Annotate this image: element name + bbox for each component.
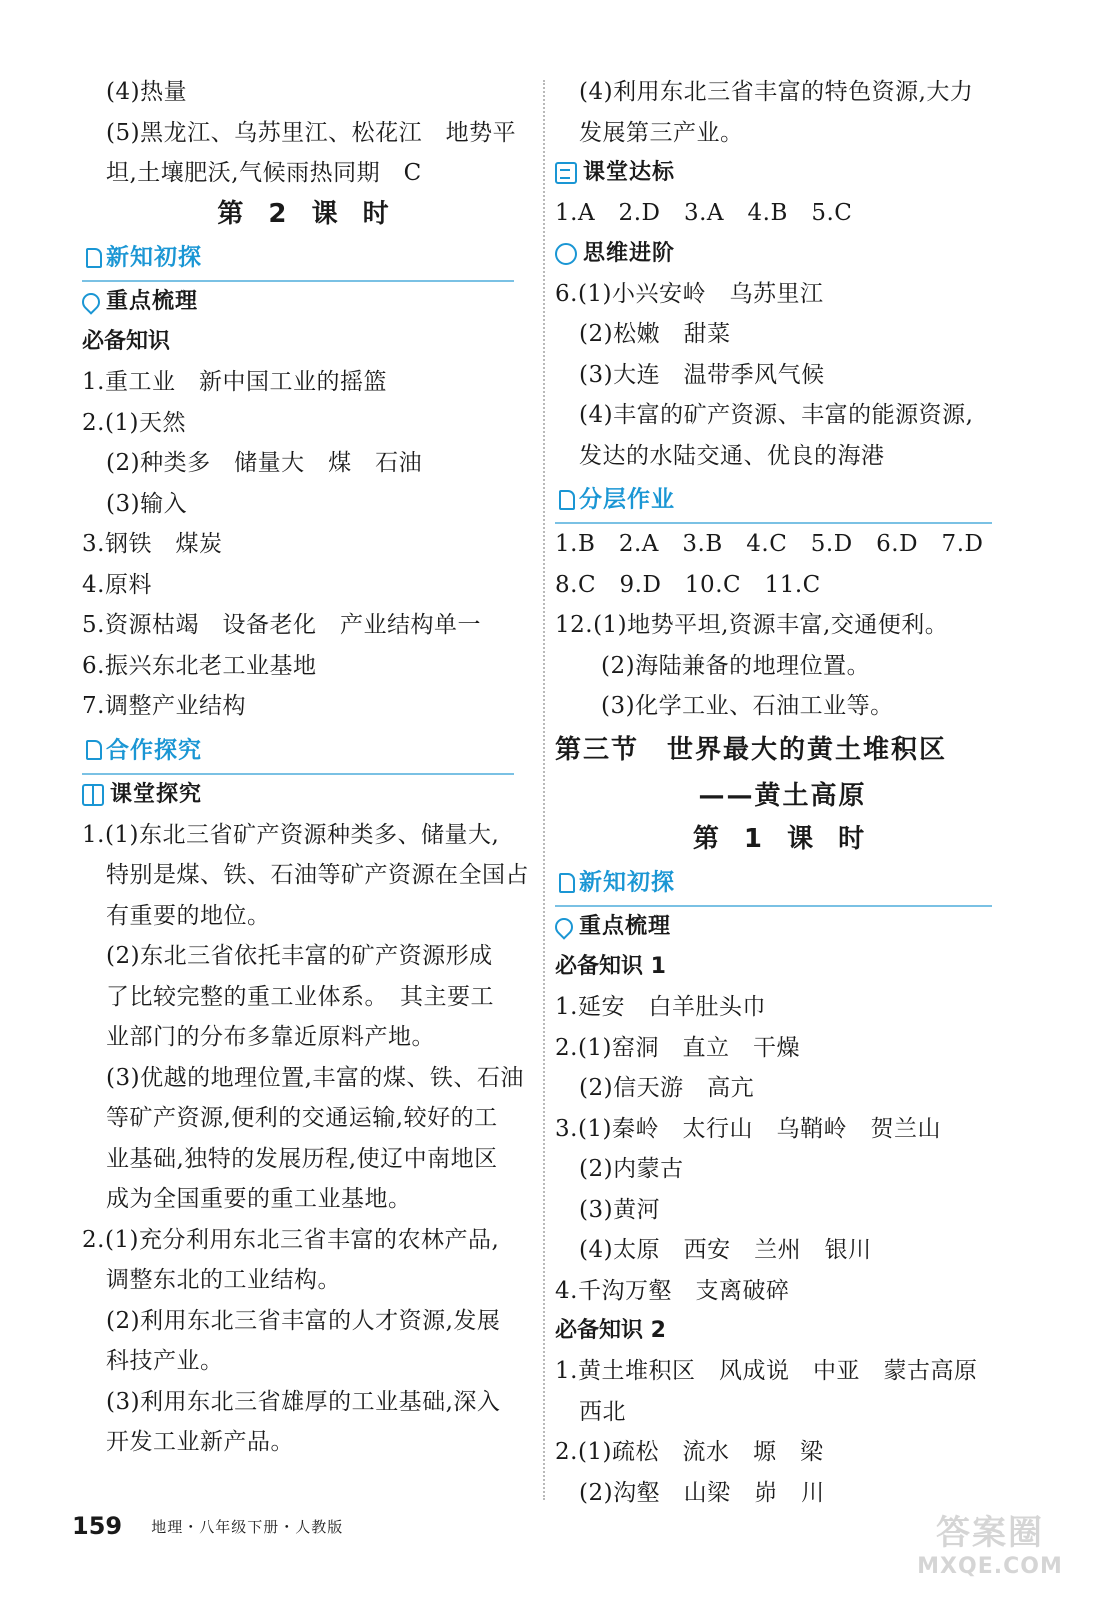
text-line: (3)优越的地理位置,丰富的煤、铁、石油 (106, 1064, 524, 1091)
text-line: 特别是煤、铁、石油等矿产资源在全国占 (106, 862, 529, 888)
column-divider (543, 80, 545, 1500)
text-line: 等矿产资源,便利的交通运输,较好的工 (106, 1105, 498, 1131)
text-line: 成为全国重要的重工业基地。 (106, 1186, 412, 1212)
subheading-ketang-tanjiu: 课堂探究 (82, 775, 532, 815)
lesson-title: 第 1 课 时 (692, 823, 873, 854)
banner-icon (86, 740, 102, 760)
text-line: 2.(1)天然 (82, 409, 187, 436)
subheading-bibei-2: 必备知识 2 (555, 1318, 666, 1343)
text-line: 1.黄土堆积区 风成说 中亚 蒙古高原 (555, 1358, 978, 1384)
subheading-ketang-dabiao: 课堂达标 (555, 153, 1010, 193)
text-line: 6.(1)小兴安岭 乌苏里江 (555, 280, 824, 307)
section-banner-fenceng: 分层作业 (555, 476, 992, 524)
subheading-bibei: 必备知识 (82, 329, 171, 354)
banner-icon (86, 248, 102, 268)
text-line: 调整东北的工业结构。 (106, 1267, 341, 1293)
text-line: (2)东北三省依托丰富的矿产资源形成 (106, 943, 493, 969)
text-line: 6.振兴东北老工业基地 (82, 652, 317, 679)
text-line: (4)热量 (106, 79, 188, 105)
checklist-icon (555, 162, 577, 184)
text-line: (3)输入 (106, 490, 188, 517)
text-line: (2)信天游 高亢 (579, 1075, 755, 1101)
text-line: 业基础,独特的发展历程,使辽中南地区 (106, 1145, 498, 1172)
text-line: (2)海陆兼备的地理位置。 (601, 652, 871, 679)
text-line: (2)内蒙古 (579, 1156, 684, 1182)
text-line: (4)利用东北三省丰富的特色资源,大力 (579, 79, 974, 105)
text-line: 1.(1)东北三省矿产资源种类多、储量大, (82, 821, 500, 848)
banner-icon (559, 873, 575, 893)
text-line: 1.A 2.D 3.A 4.B 5.C (555, 200, 853, 226)
subheading-zhongdian: 重点梳理 (82, 282, 532, 322)
section-subtitle: ——黄土高原 (698, 780, 867, 811)
text-line: (5)黑龙江、乌苏里江、松花江 地势平 (106, 119, 517, 146)
text-line: (2)种类多 储量大 煤 石油 (106, 450, 423, 476)
text-line: 发展第三产业。 (579, 119, 744, 146)
text-line: 发达的水陆交通、优良的海港 (579, 442, 885, 469)
text-line: 1.延安 白羊肚头巾 (555, 994, 766, 1020)
section-banner-xinzhi: 新知初探 (555, 859, 992, 907)
text-line: 西北 (579, 1398, 626, 1425)
text-line: 2.(1)充分利用东北三省丰富的农林产品, (82, 1226, 500, 1253)
text-line: 1.重工业 新中国工业的摇篮 (82, 369, 387, 395)
text-line: (2)松嫩 甜菜 (579, 321, 731, 347)
page-footer (72, 1512, 343, 1552)
text-line: (2)沟壑 山梁 峁 川 (579, 1479, 825, 1506)
banner-icon (559, 490, 575, 510)
text-line: 4.原料 (82, 571, 152, 598)
text-line: 有重要的地位。 (106, 902, 271, 929)
text-line: 1.B 2.A 3.B 4.C 5.D 6.D 7.D (555, 531, 984, 557)
section-banner-hezuo: 合作探究 (82, 727, 514, 775)
subheading-zhongdian: 重点梳理 (555, 907, 1010, 947)
text-line: 4.千沟万壑 支离破碎 (555, 1277, 790, 1304)
text-line: 2.(1)疏松 流水 塬 梁 (555, 1439, 824, 1465)
text-line: 5.资源枯竭 设备老化 产业结构单一 (82, 612, 481, 638)
text-line: 了比较完整的重工业体系。 其主要工 (106, 983, 494, 1010)
text-line: 2.(1)窑洞 直立 干燥 (555, 1034, 801, 1061)
text-line: (3)大连 温带季风气候 (579, 361, 825, 388)
text-line: 3.(1)秦岭 太行山 乌鞘岭 贺兰山 (555, 1115, 942, 1142)
right-column (555, 72, 1010, 1513)
subheading-bibei-1: 必备知识 1 (555, 954, 666, 979)
watermark-logo: 答案圈 MXQE.COM (917, 1513, 1063, 1579)
text-line: (4)太原 西安 兰州 银川 (579, 1237, 872, 1263)
subheading-siwei: 思维进阶 (555, 234, 1010, 274)
map-pin-icon (551, 914, 576, 939)
text-line: 业部门的分布多靠近原料产地。 (106, 1024, 435, 1050)
section-banner-xinzhi: 新知初探 (82, 234, 514, 282)
text-line: 科技产业。 (106, 1348, 224, 1374)
text-line: (3)利用东北三省雄厚的工业基础,深入 (106, 1388, 501, 1415)
section-title: 第三节 世界最大的黄土堆积区 (555, 734, 948, 765)
text-line: (3)化学工业、石油工业等。 (601, 693, 894, 719)
text-line: (4)丰富的矿产资源、丰富的能源资源, (579, 402, 974, 428)
text-line: 12.(1)地势平坦,资源丰富,交通便利。 (555, 612, 949, 638)
text-line: 3.钢铁 煤炭 (82, 531, 223, 557)
book-info: 地理・八年级下册・人教版 (151, 1517, 344, 1536)
map-pin-icon (78, 289, 103, 314)
page-number: 159 (72, 1512, 123, 1540)
book-icon (82, 784, 104, 806)
text-line: 8.C 9.D 10.C 11.C (555, 571, 821, 598)
lesson-title: 第 2 课 时 (217, 198, 397, 229)
text-line: 开发工业新产品。 (106, 1429, 294, 1455)
text-line: (2)利用东北三省丰富的人才资源,发展 (106, 1307, 501, 1334)
text-line: 7.调整产业结构 (82, 693, 246, 719)
left-column (82, 72, 532, 1463)
spiral-icon (555, 243, 577, 265)
text-line: (3)黄河 (579, 1196, 661, 1223)
text-line: 坦,土壤肥沃,气候雨热同期 C (106, 160, 422, 186)
